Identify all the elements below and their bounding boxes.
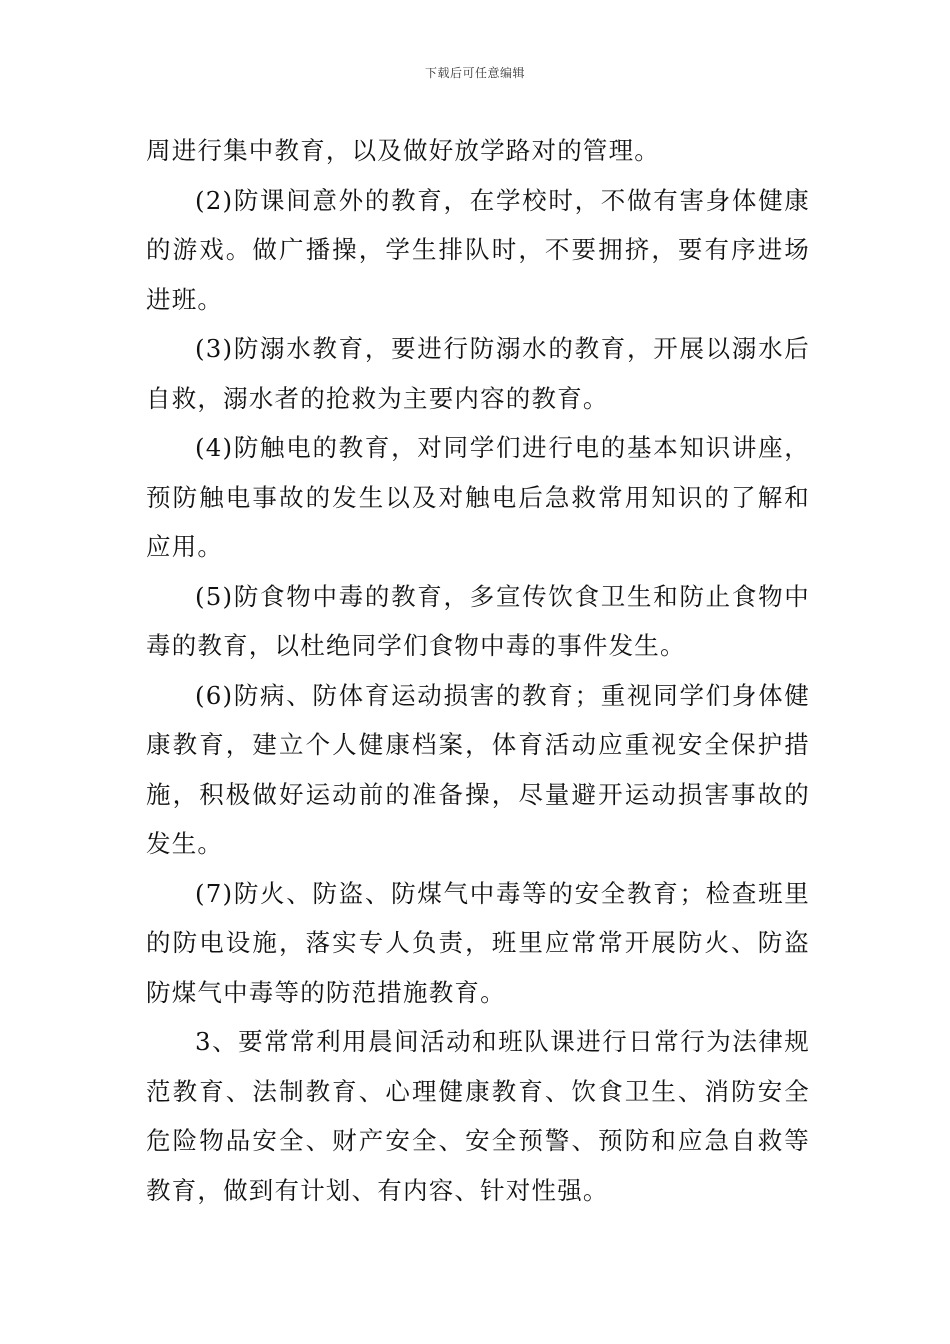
paragraph-item-3: (3)防溺水教育，要进行防溺水的教育，开展以溺水后自救，溺水者的抢救为主要内容的教育。 [146,334,810,413]
page-header: 下载后可任意编辑 [424,66,525,80]
paragraph-item-5: (5)防食物中毒的教育，多宣传饮食卫生和防止食物中毒的教育，以杜绝同学们食物中毒的事件发生。 [146,581,810,660]
paragraph-continuation: 周进行集中教育，以及做好放学路对的管理。 [146,136,660,165]
paragraph-section-3: 3、要常常利用晨间活动和班队课进行日常行为法律规范教育、法制教育、心理健康教育、饮食卫生、消防安全危险物品安全、财产安全、安全预警、预防和应急自救等教育，做到有计划、有内容、针对性强。 [146,1027,810,1205]
paragraph-item-6: (6)防病、防体育运动损害的教育；重视同学们身体健康教育，建立个人健康档案，体育活动应重视安全保护措施，积极做好运动前的准备操，尽量避开运动损害事故的发生。 [146,680,810,858]
paragraph-item-4: (4)防触电的教育，对同学们进行电的基本知识讲座，预防触电事故的发生以及对触电后急救常用知识的了解和应用。 [146,433,810,561]
document-body [146,126,810,1215]
paragraph-item-2: (2)防课间意外的教育，在学校时，不做有害身体健康的游戏。做广播操，学生排队时，不要拥挤，要有序进场进班。 [146,185,810,314]
paragraph-item-7: (7)防火、防盗、防煤气中毒等的安全教育；检查班里的防电设施，落实专人负责，班里应常常开展防火、防盗防煤气中毒等的防范措施教育。 [146,878,810,1007]
